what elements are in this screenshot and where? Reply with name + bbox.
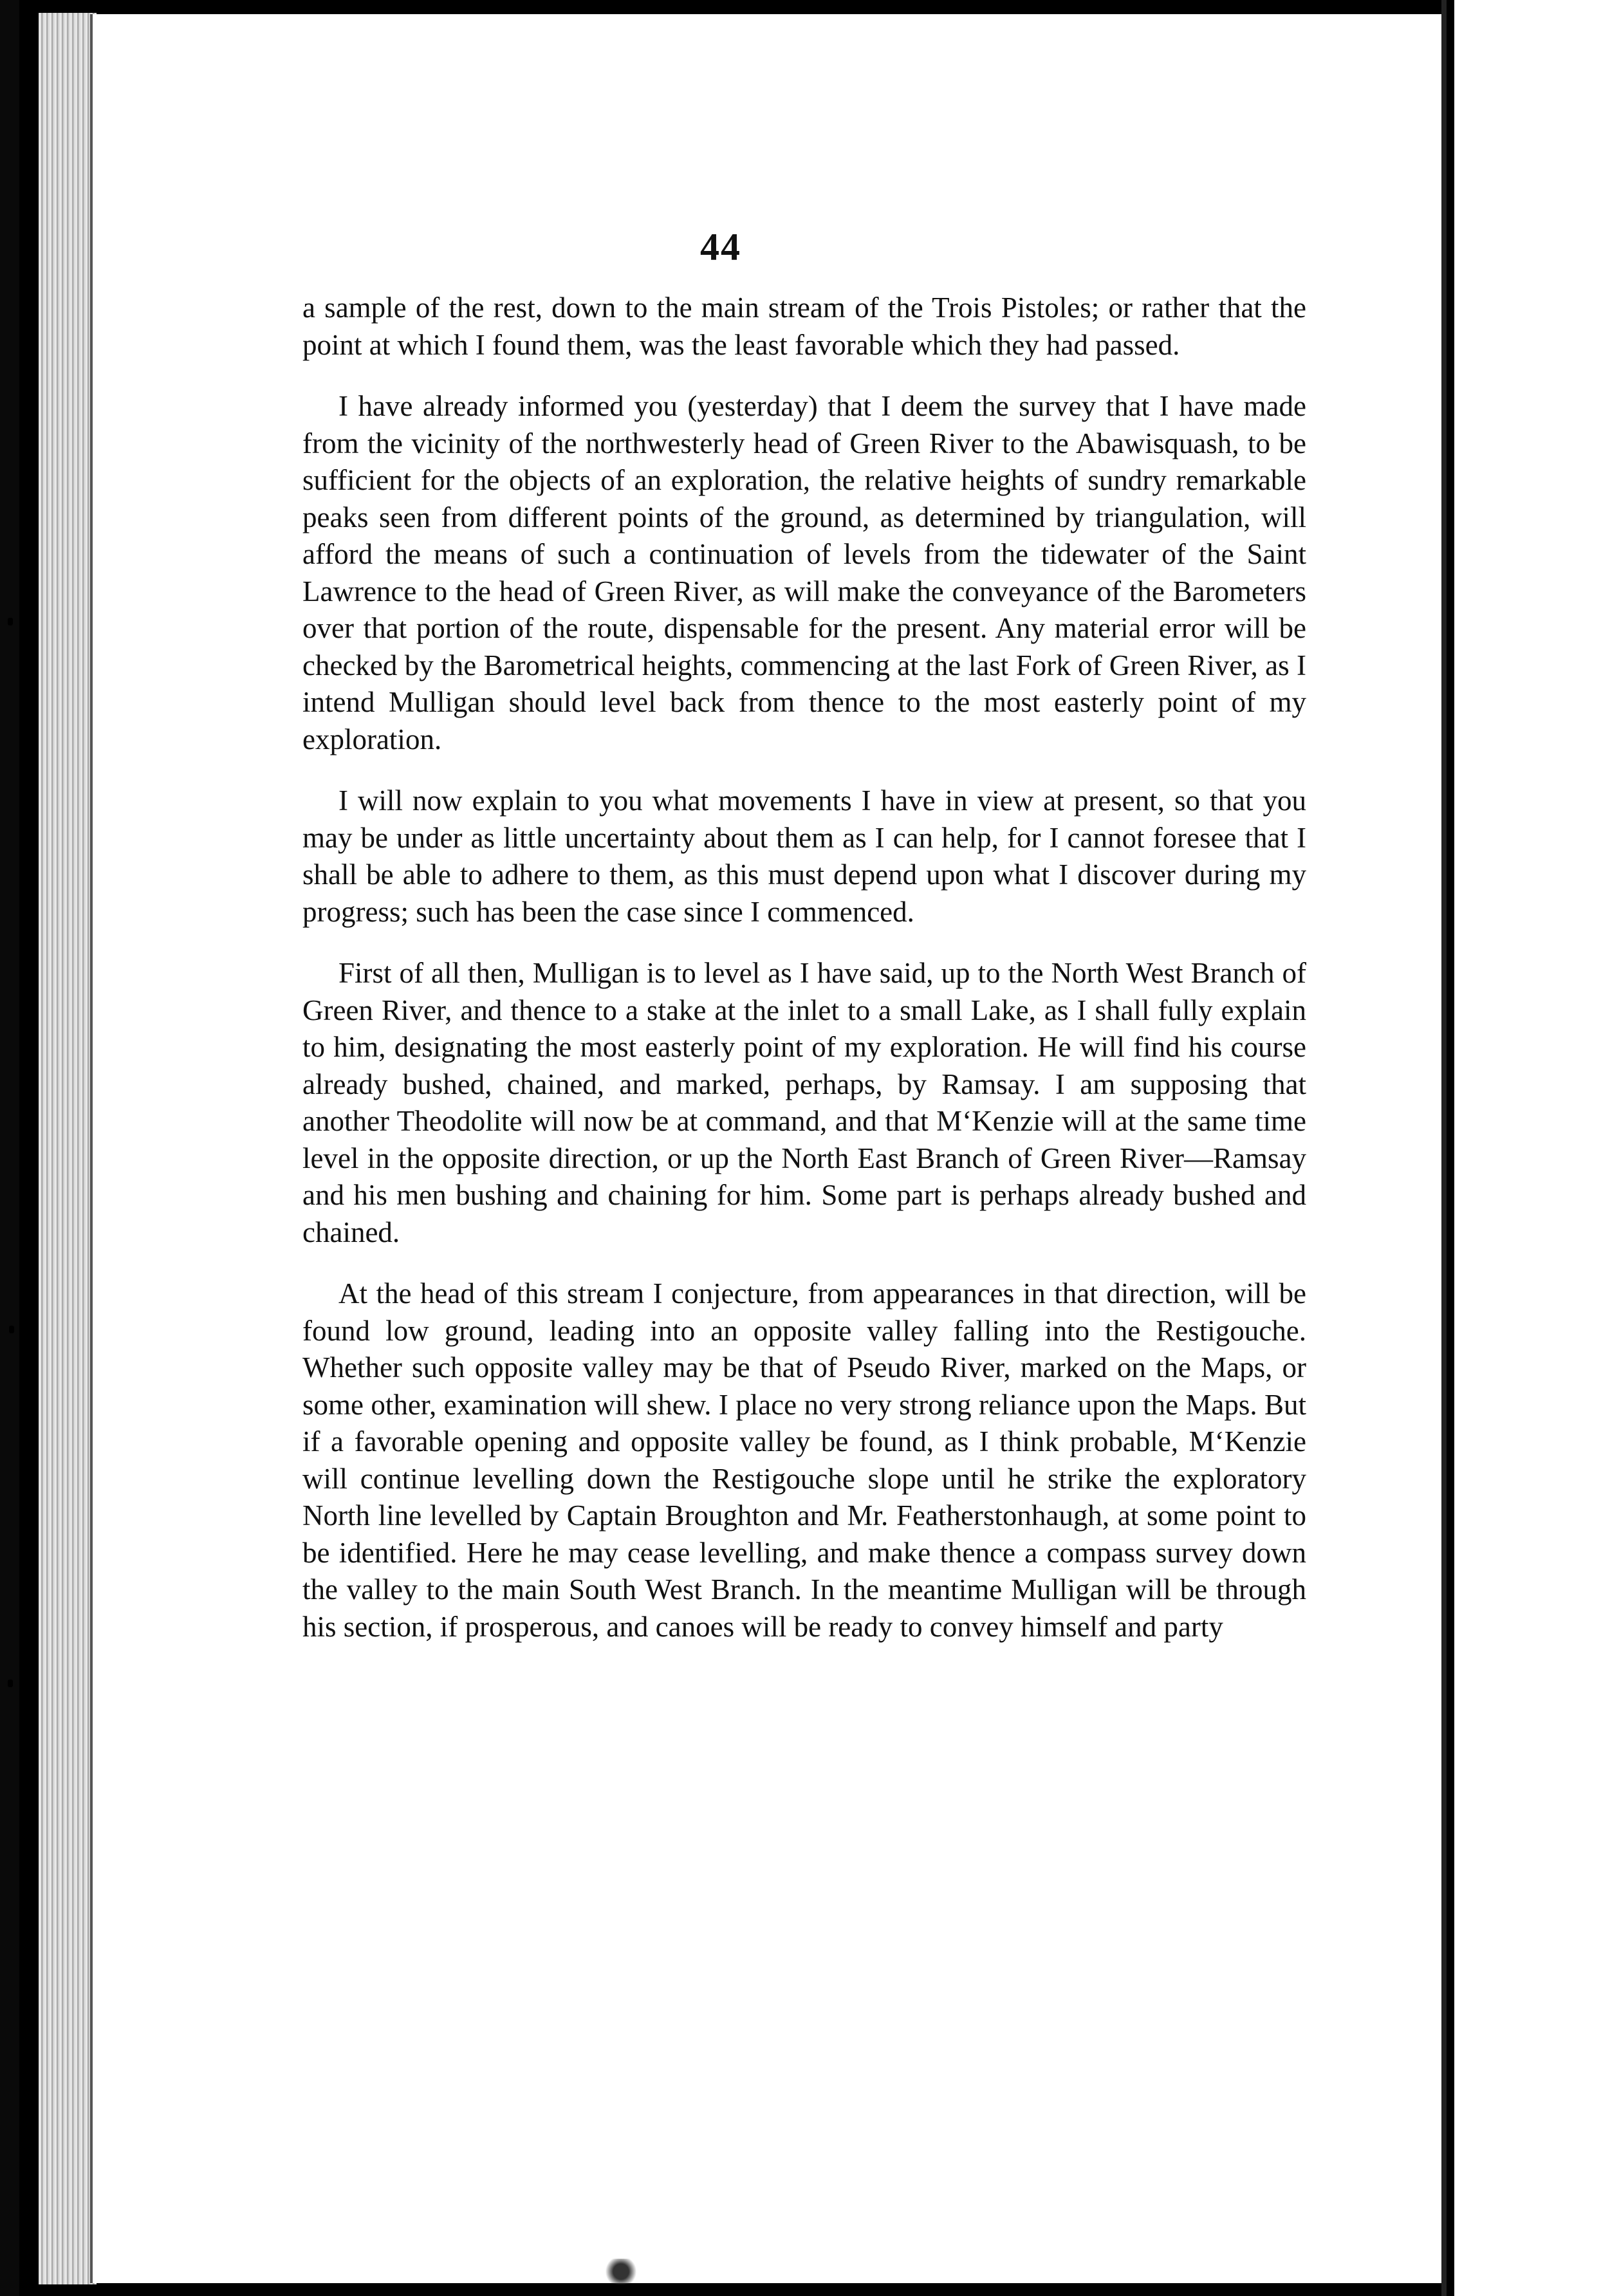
scan-left-edge [0,0,19,2296]
scan-speck [8,618,13,625]
facing-page-strip [1448,0,1601,2296]
scan-speck [8,1680,13,1687]
paragraph-survey: I have already informed you (yesterday) that I deem the survey that I have made from the vicinity of the northwesterly head of Green River to the Abawisquash, to be sufficient for the objects of an exploration, the relative heights of sundry remarkable peaks seen from different points of the ground, as determined by triangulation, will afford the means of such a continuation of levels from the tidewater of the Saint Lawrence to the head of Green River, as will make the conveyance of the Barometers over that portion of the route, dispensable for the present. Any material error will be checked by the Barometrical heights, commencing at the last Fork of Green River, as I intend Mulligan should level back from thence to the most easterly point of my exploration. [302,390,1306,755]
paragraph-restigouche: At the head of this stream I conjecture, from appearances in that direction, will be found low ground, leading into an opposite valley falling into the Restigouche. Whether such opposite valley may be that of Pseudo River, marked on the Maps, or some other, examination will shew. I place no very strong reliance upon the Maps. But if a favorable opening and opposite valley be found, as I think probable, M‘Kenzie will continue levelling down the Restigouche slope until he strike the exploratory North line levelled by Captain Broughton and Mr. Featherstonhaugh, at some point to be identified. Here he may cease levelling, and make thence a compass survey down the valley to the main South West Branch. In the meantime Mulligan will be through his section, if prosperous, and canoes will be ready to convey himself and party [302,1277,1306,1643]
scan-speck [9,1326,14,1333]
body-text [302,290,1306,1670]
paragraph-mulligan-level: First of all then, Mulligan is to level as I have said, up to the North West Branch of Green River, and thence to a stake at the inlet to a small Lake, as I shall fully explain to him, designating the most easterly point of my exploration. He will find his course already bushed, chained, and marked, perhaps, by Ramsay. I am supposing that another Theodolite will now be at command, and that M‘Kenzie will at the same time level in the opposite direction, or up the North East Branch of Green River—Ramsay and his men bushing and chaining for him. Some part is perhaps already bushed and chained. [302,957,1306,1248]
page-number: 44 [700,226,741,268]
page-edges-stack [39,13,97,2284]
scan-smudge [598,2259,643,2284]
paragraph-movements: I will now explain to you what movements I have in view at present, so that you may be under as little uncertainty about them as I can help, for I cannot foresee that I shall be able to adhere to them, as this must depend upon what I discover during my progress; such has been the case since I commenced. [302,784,1306,928]
paragraph-continuation: a sample of the rest, down to the main stream of the Trois Pistoles; or rather that the point at which I found them, was the least favorable which they had passed. [302,292,1306,361]
book-gutter [1441,0,1447,2296]
